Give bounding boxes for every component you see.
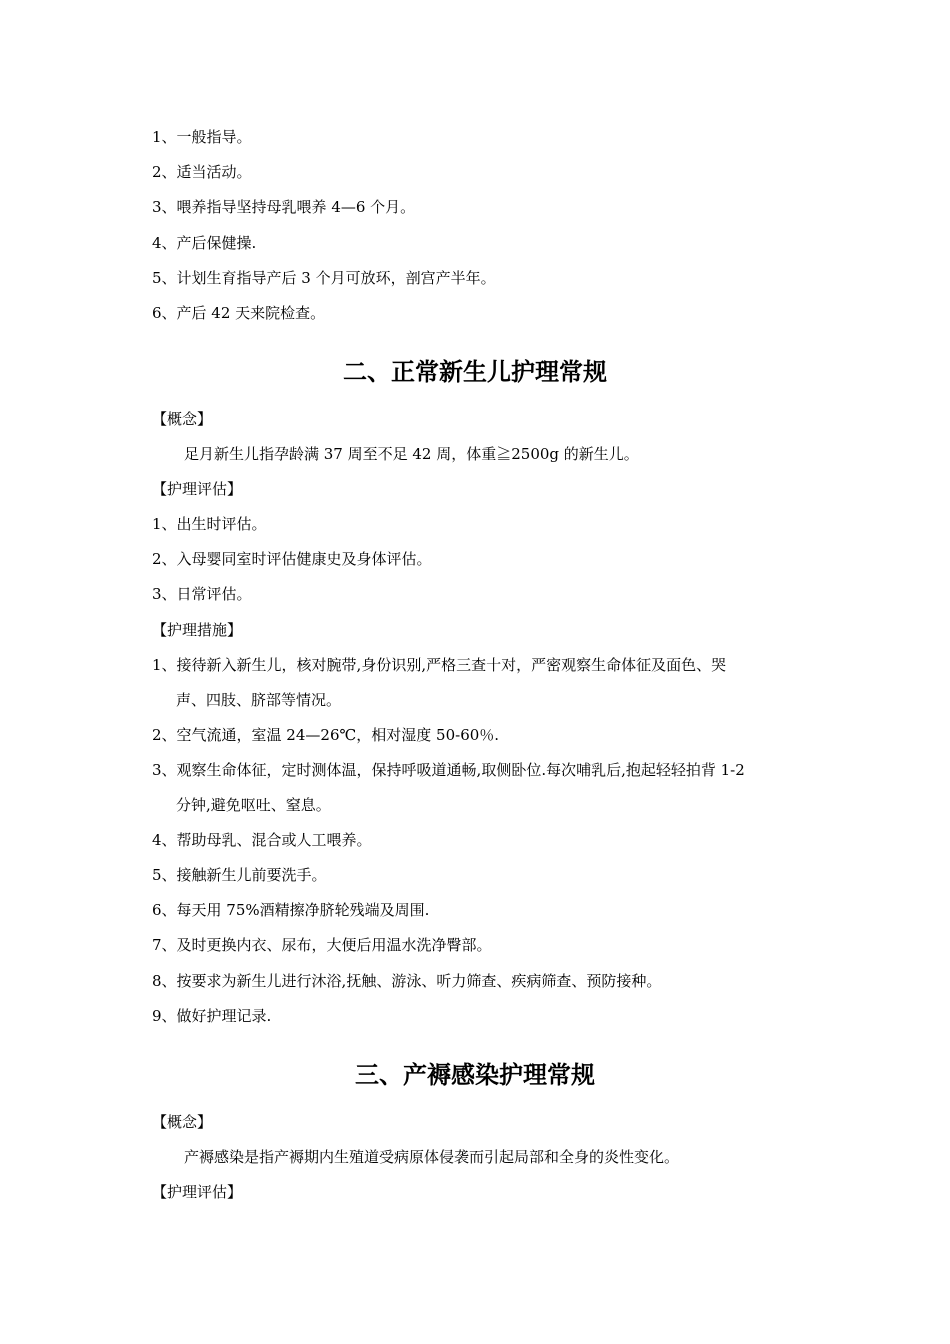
list-item: 8、按要求为新生儿进行沐浴,抚触、游泳、听力筛查、疾病筛查、预防接种。: [152, 972, 662, 990]
list-item: 5、计划生育指导产后 3 个月可放环，剖宫产半年。: [152, 269, 496, 287]
list-item: 6、产后 42 天来院检查。: [152, 304, 326, 322]
list-item: 4、帮助母乳、混合或人工喂养。: [152, 831, 372, 849]
list-item: 9、做好护理记录.: [152, 1007, 272, 1025]
list-item: 3、观察生命体征，定时测体温，保持呼吸道通畅,取侧卧位.每次哺乳后,抱起轻轻拍背 1-2: [152, 761, 745, 779]
list-item: 1、一般指导。: [152, 128, 252, 146]
list-item: 2、入母婴同室时评估健康史及身体评估。: [152, 550, 432, 568]
measures-label: 【护理措施】: [152, 621, 243, 639]
assessment-label: 【护理评估】: [152, 1183, 243, 1201]
list-item: 2、适当活动。: [152, 163, 252, 181]
list-item-continuation: 声、四肢、脐部等情况。: [176, 691, 342, 709]
list-item: 3、日常评估。: [152, 585, 252, 603]
list-item: 6、每天用 75%酒精擦净脐轮残端及周围.: [152, 901, 430, 919]
list-item: 4、产后保健操.: [152, 234, 257, 252]
section-heading: 三、产褥感染护理常规: [355, 1061, 595, 1089]
list-item-continuation: 分钟,避免呕吐、窒息。: [176, 796, 331, 814]
list-item: 2、空气流通，室温 24—26℃，相对湿度 50-60％.: [152, 726, 500, 744]
section-heading: 二、正常新生儿护理常规: [343, 358, 607, 386]
concept-text: 产褥感染是指产褥期内生殖道受病原体侵袭而引起局部和全身的炎性变化。: [184, 1148, 680, 1166]
concept-text: 足月新生儿指孕龄满 37 周至不足 42 周，体重≧2500g 的新生儿。: [184, 445, 639, 463]
concept-label: 【概念】: [152, 1113, 213, 1131]
list-item: 5、接触新生儿前要洗手。: [152, 866, 327, 884]
list-item: 1、接待新入新生儿，核对腕带,身份识别,严格三查十对，严密观察生命体征及面色、哭: [152, 656, 727, 674]
list-item: 1、出生时评估。: [152, 515, 267, 533]
list-item: 3、喂养指导坚持母乳喂养 4—6 个月。: [152, 198, 416, 216]
concept-label: 【概念】: [152, 410, 213, 428]
assessment-label: 【护理评估】: [152, 480, 243, 498]
list-item: 7、及时更换内衣、尿布，大便后用温水洗净臀部。: [152, 936, 492, 954]
